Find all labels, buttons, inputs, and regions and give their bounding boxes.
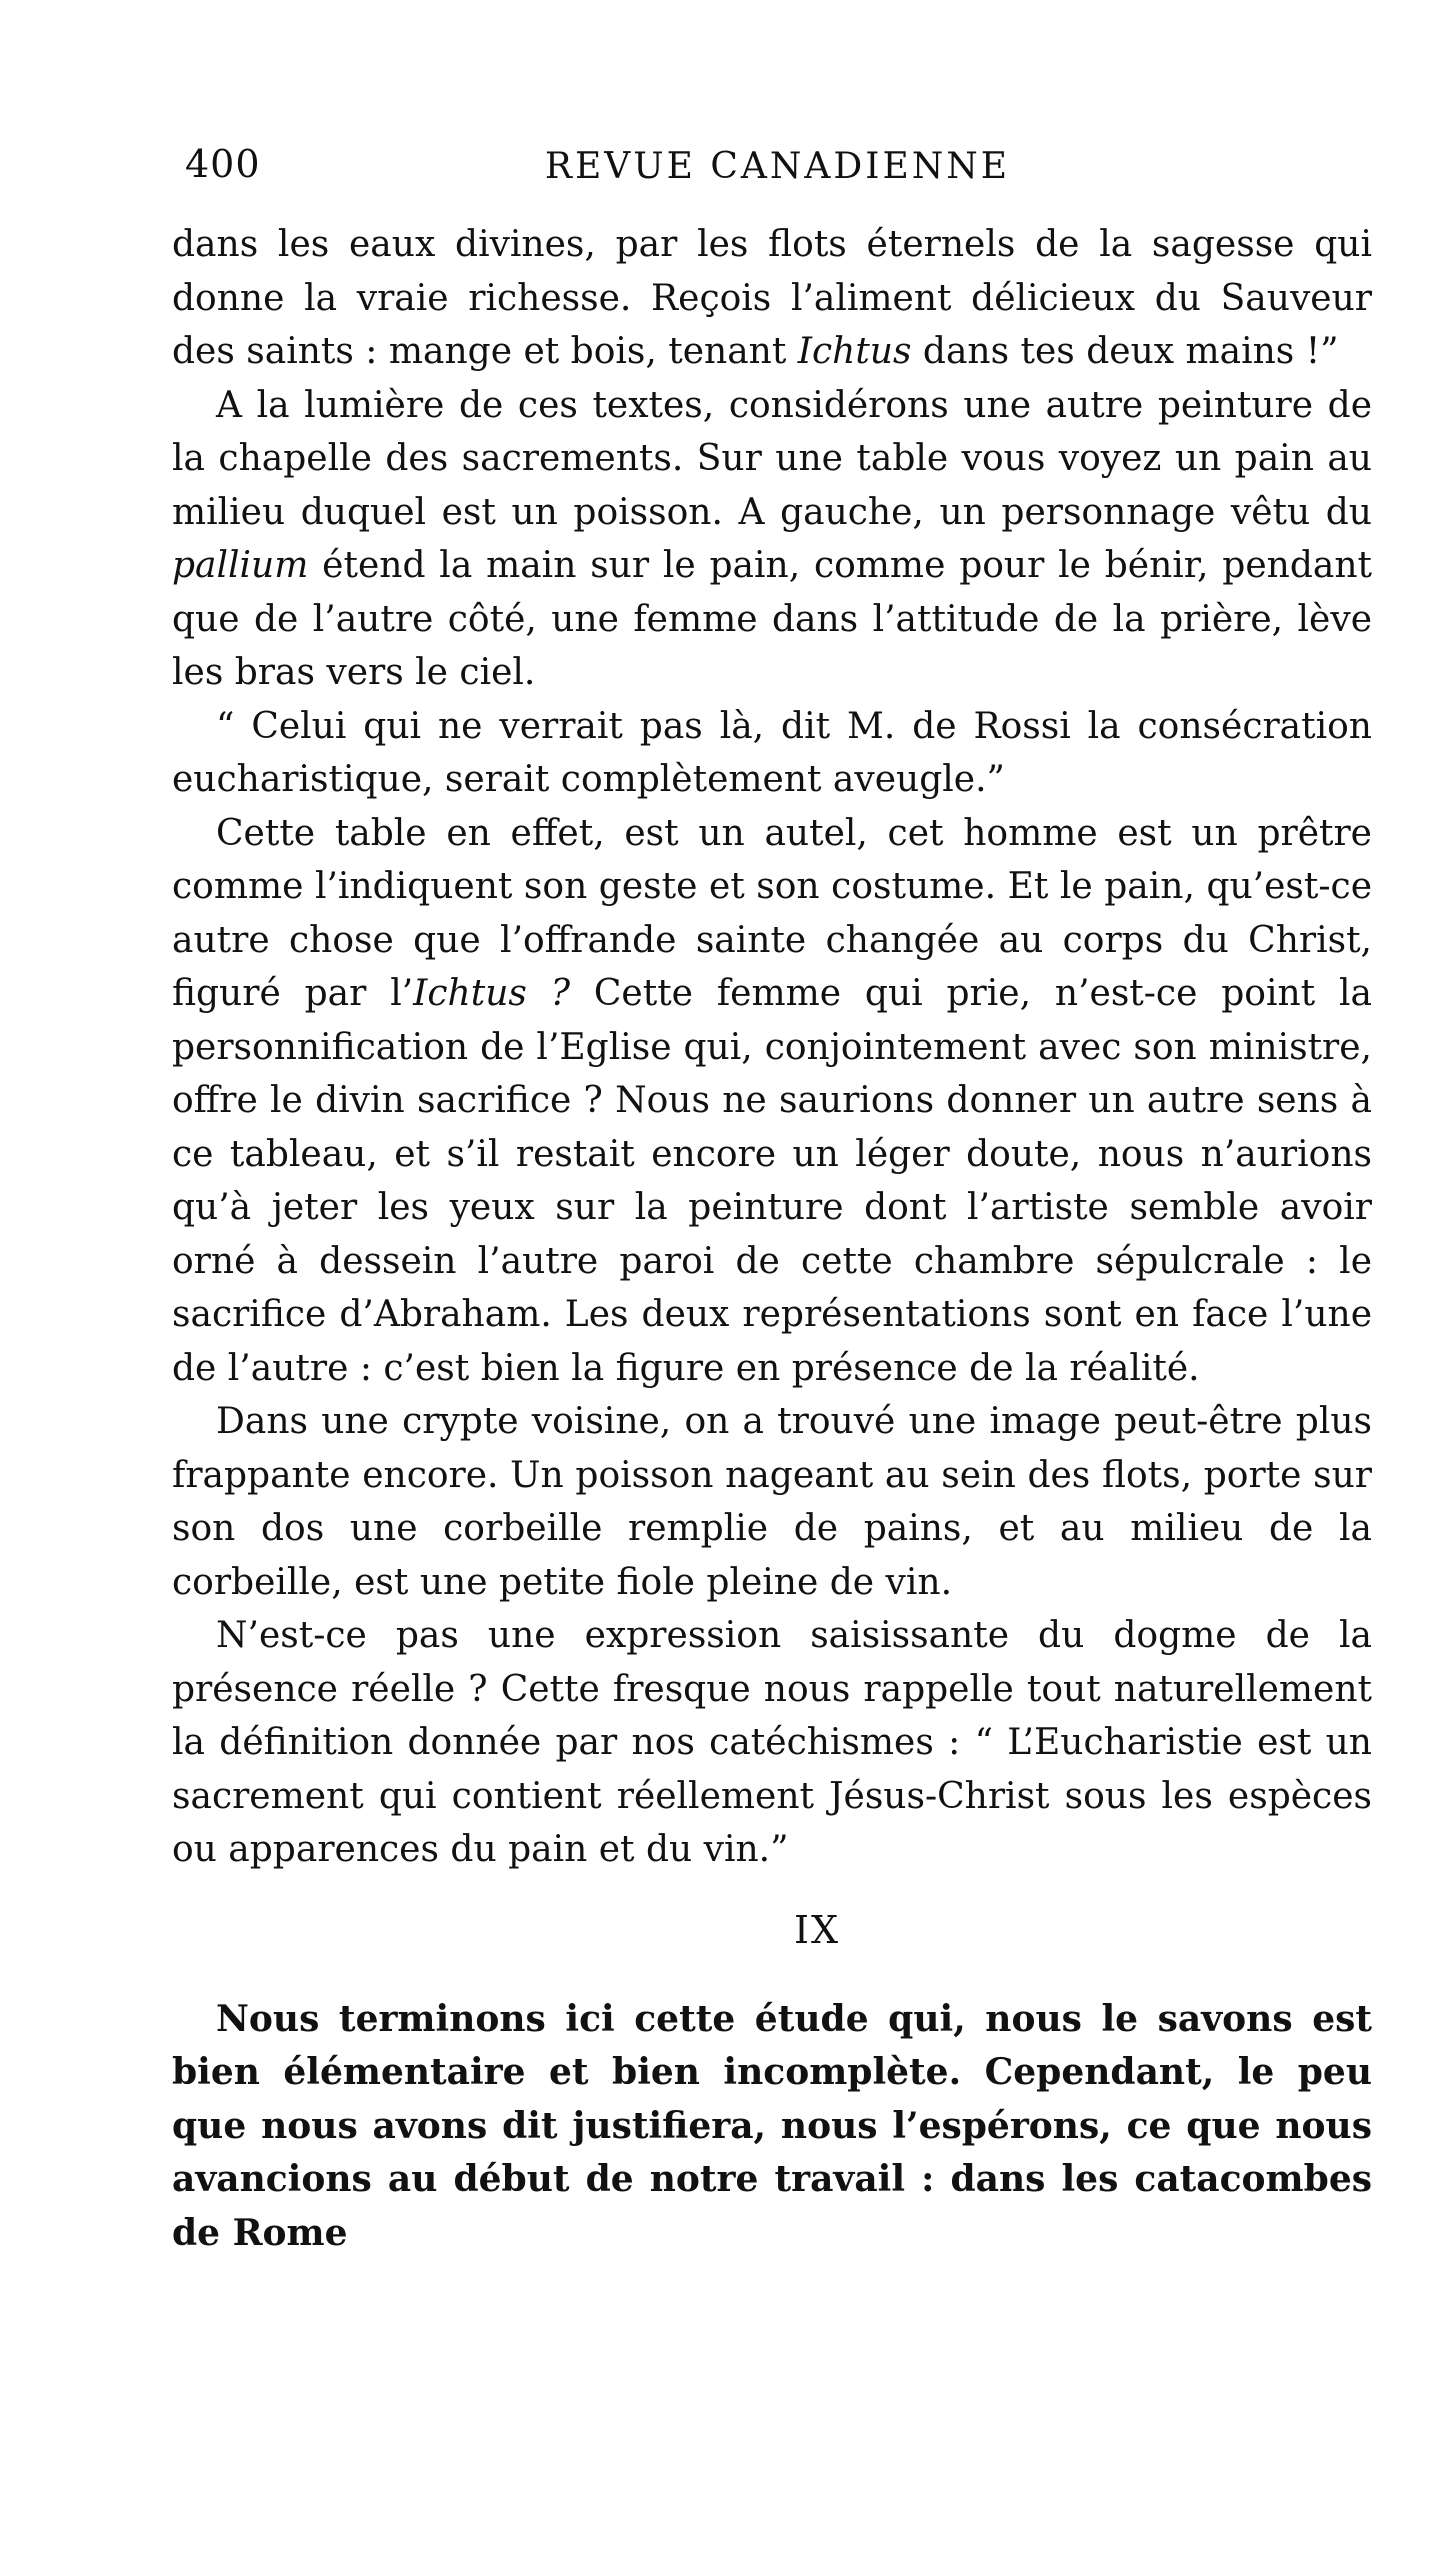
paragraph bbox=[172, 379, 1372, 700]
paragraph-text: A la lumière de ces textes, considérons une autre peinture de la chapelle des sacrements. Sur une table vous voyez un pain au milieu duquel est un poisson. A gauche, un personnage vêtu du bbox=[172, 384, 1372, 533]
italic-term: Ichtus bbox=[797, 331, 912, 372]
italic-term: pallium bbox=[172, 545, 309, 586]
paragraph-text: étend la main sur le pain, comme pour le bénir, pendant que de l’autre côté, une femme dans l’attitude de la prière, lève les bras vers le ciel. bbox=[172, 545, 1372, 693]
paragraph-text: dans tes deux mains !” bbox=[911, 331, 1339, 372]
italic-term: Ichtus ? bbox=[413, 973, 571, 1014]
paragraph-text: Cette table en effet, est un autel, cet homme est un prêtre comme l’indiquent son geste et son costume. Et le pain, qu’est-ce autre chose que l’offrande sainte changée au corps du Christ, figuré par l’ bbox=[172, 812, 1372, 1014]
paragraph: N’est-ce pas une expression saisissante du dogme de la présence réelle ? Cette fresque nous rappelle tout naturellement la définition donnée par nos catéchismes : “ L’Eucharistie est un sacrement qui contient réellement Jésus-Christ sous les espèces ou apparences du pain et du vin.” bbox=[172, 1615, 1372, 1870]
paragraph: Dans une crypte voisine, on a trouvé une image peut-être plus frappante encore. Un poisson nageant au sein des flots, porte sur son dos une corbeille remplie de pains, et au milieu de la corbeille, est une petite fiole pleine de vin. bbox=[172, 1401, 1372, 1603]
section-heading: IX bbox=[793, 1907, 841, 1952]
page-number: 400 bbox=[185, 142, 261, 186]
body-text bbox=[172, 218, 1372, 2260]
page-header bbox=[185, 142, 1370, 192]
paragraph-text: dans les eaux divines, par les flots éternels de la sagesse qui donne la vraie richesse. Reçois l’aliment délicieux du Sauveur des saints : mange et bois, tenant bbox=[172, 224, 1372, 372]
paragraph-continuation bbox=[172, 218, 1372, 379]
paragraph-text: Cette femme qui prie, n’est-ce point la personnification de l’Eglise qui, conjointement avec son ministre, offre le divin sacrifice ? Nous ne saurions donner un autre sens à ce tableau, et s’il restait encore un léger doute, nous n’aurions qu’à jeter les yeux sur la peinture dont l’artiste semble avoir orné à dessein l’autre paroi de cette chambre sépulcrale : le sacrifice d’Abraham. Les deux représentations sont en face l’une de l’autre : c’est bien la figure en présence de la réalité. bbox=[172, 973, 1372, 1389]
paragraph: “ Celui qui ne verrait pas là, dit M. de Rossi la consécration eucharistique, serait complètement aveugle.” bbox=[172, 705, 1372, 800]
closing-paragraph: Nous terminons ici cette étude qui, nous le savons est bien élémentaire et bien incomplète. Cependant, le peu que nous avons dit justifiera, nous l’espérons, ce que nous avancions au début de notre travail : dans les catacombes de Rome bbox=[172, 1997, 1372, 2254]
running-title: REVUE CANADIENNE bbox=[544, 146, 1011, 187]
paragraph bbox=[172, 807, 1372, 1396]
